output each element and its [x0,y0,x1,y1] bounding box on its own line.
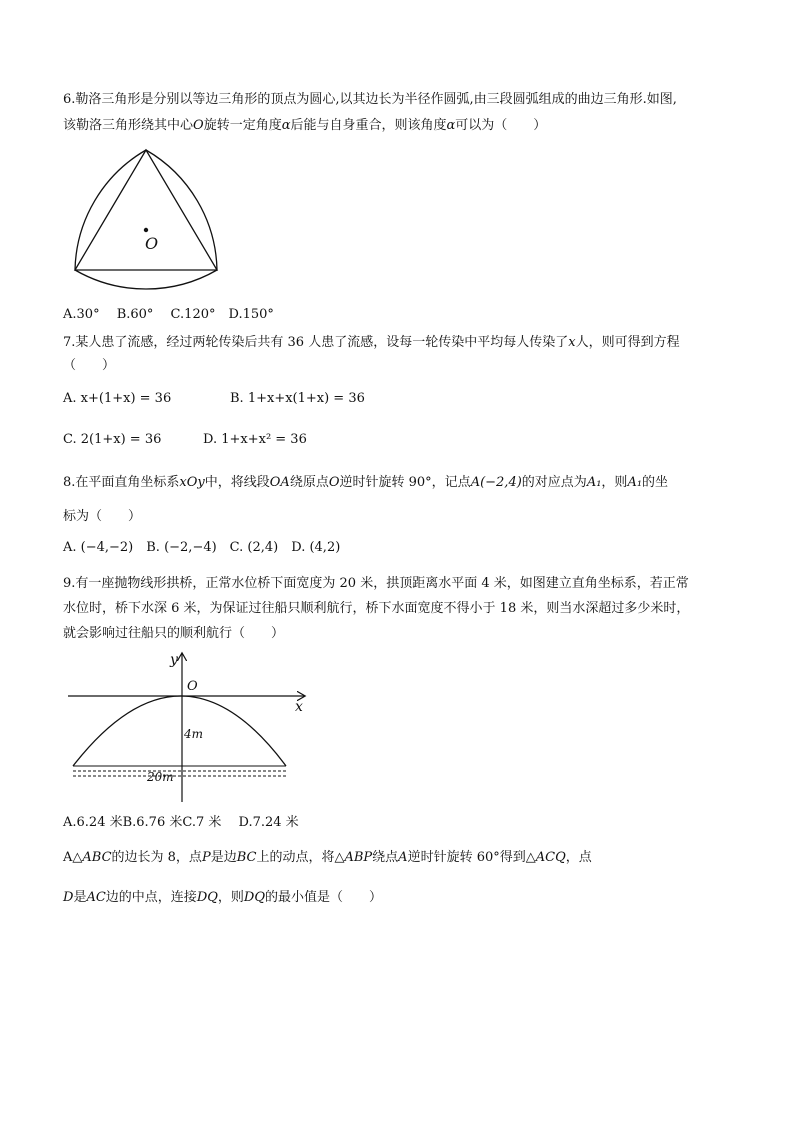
q10-var-dq: DQ [196,890,218,905]
q10-seg: 上的动点，将 [256,850,335,865]
q8-var-a1: A₁ [627,475,643,490]
q10-seg: 是 [73,890,87,905]
q8-text-line1 [63,475,668,491]
q8-seg: 8.在平面直角坐标系 [63,475,180,490]
q6-var-o: O [193,118,204,133]
q10-var-bc: BC [236,850,257,865]
q10-seg: A [63,850,73,865]
q10-seg: 的边长为 8，点 [111,850,202,865]
q10-seg: 是边 [210,850,237,865]
q6-var-alpha: α [446,118,456,133]
q10-var-acq: △ACQ [525,850,566,865]
q8-var-oa: OA [269,475,290,490]
q10-text-line2 [63,890,382,906]
q10-var-abc: △ABC [72,850,112,865]
q8-options: A. (−4,−2) B. (−2,−4) C. (2,4) D. (4,2) [63,540,341,555]
q7-seg: 人，则可得到方程 [575,335,680,350]
q6-seg: 后能与自身重合，则该角度 [290,118,447,133]
center-label-o: O [145,234,159,253]
reuleaux-outline [75,150,217,289]
q9-options: A.6.24 米B.6.76 米C.7 米 D.7.24 米 [63,815,299,830]
q9-text-line2: 水位时，桥下水深 6 米，为保证过往船只顺利航行，桥下水面宽度不得小于 18 米，则当水深超过多少米时， [63,601,690,616]
q7-option-c: C. 2(1+x) = 36 [63,432,162,447]
q7-var-x: x [568,335,576,350]
q10-seg: 逆时针旋转 60°得到 [407,850,526,865]
q7-option-b: B. 1+x+x(1+x) = 36 [230,391,365,406]
q7-option-d: D. 1+x+x² = 36 [203,432,307,447]
x-axis-label: x [295,699,303,715]
q7-text-line2: （ ） [63,358,116,373]
q6-seg: 可以为（ ） [455,118,547,133]
q7-option-a: A. x+(1+x) = 36 [63,391,172,406]
q6-text-line2 [63,118,546,134]
q10-var-p: P [201,850,211,865]
height-label: 4m [184,727,204,741]
center-point [144,228,148,232]
q6-var-alpha: α [281,118,291,133]
q9-text-line3: 就会影响过往船只的顺利航行（ ） [63,626,285,641]
q8-text-line2: 标为（ ） [63,509,142,524]
q10-var-a: A [398,850,408,865]
origin-label: O [187,679,198,694]
q10-text-line1 [63,850,592,866]
parabolic-bridge-figure [66,650,316,805]
q10-var-d: D [63,890,74,905]
q8-seg: 绕原点 [289,475,329,490]
q8-seg: 的坐 [642,475,669,490]
q8-var-a1: A₁ [586,475,602,490]
q8-var-o: O [328,475,340,490]
q6-seg: 旋转一定角度 [203,118,282,133]
q8-var-xoy: xOy [179,475,205,490]
q10-var-dq: DQ [243,890,266,905]
q8-seg: 中，将线段 [204,475,270,490]
q9-text-line1: 9.有一座抛物线形拱桥，正常水位桥下面宽度为 20 米，拱顶距离水平面 4 米，如图建立直角坐标系，若正常 [63,576,689,591]
q6-options: A.30° B.60° C.120° D.150° [63,307,274,322]
y-axis-label: y [170,652,178,668]
q6-seg: 该勒洛三角形绕其中心 [63,118,194,133]
q10-var-abp: △ABP [334,850,373,865]
q10-seg: 边的中点，连接 [105,890,197,905]
reuleaux-triangle-figure [60,140,250,300]
q8-seg: ，则 [601,475,628,490]
q8-point-a: A(−2,4) [470,475,522,490]
q6-text-line1: 6.勒洛三角形是分别以等边三角形的顶点为圆心,以其边长为半径作圆弧,由三段圆弧组成的曲边三角形.如图, [63,92,677,107]
q10-seg: 绕点 [372,850,399,865]
q7-text-line1 [63,335,680,351]
q8-seg: 的对应点为 [521,475,587,490]
q10-var-ac: AC [86,890,106,905]
q10-seg: ，点 [565,850,592,865]
bridge-arch [73,696,286,766]
q10-seg: ，则 [217,890,244,905]
q8-seg: 逆时针旋转 90°，记点 [339,475,471,490]
width-label: 20m [147,770,174,784]
q7-seg: 7.某人患了流感，经过两轮传染后共有 36 人患了流感，设每一轮传染中平均每人传染了 [63,335,569,350]
q10-seg: 的最小值是（ ） [265,890,383,905]
